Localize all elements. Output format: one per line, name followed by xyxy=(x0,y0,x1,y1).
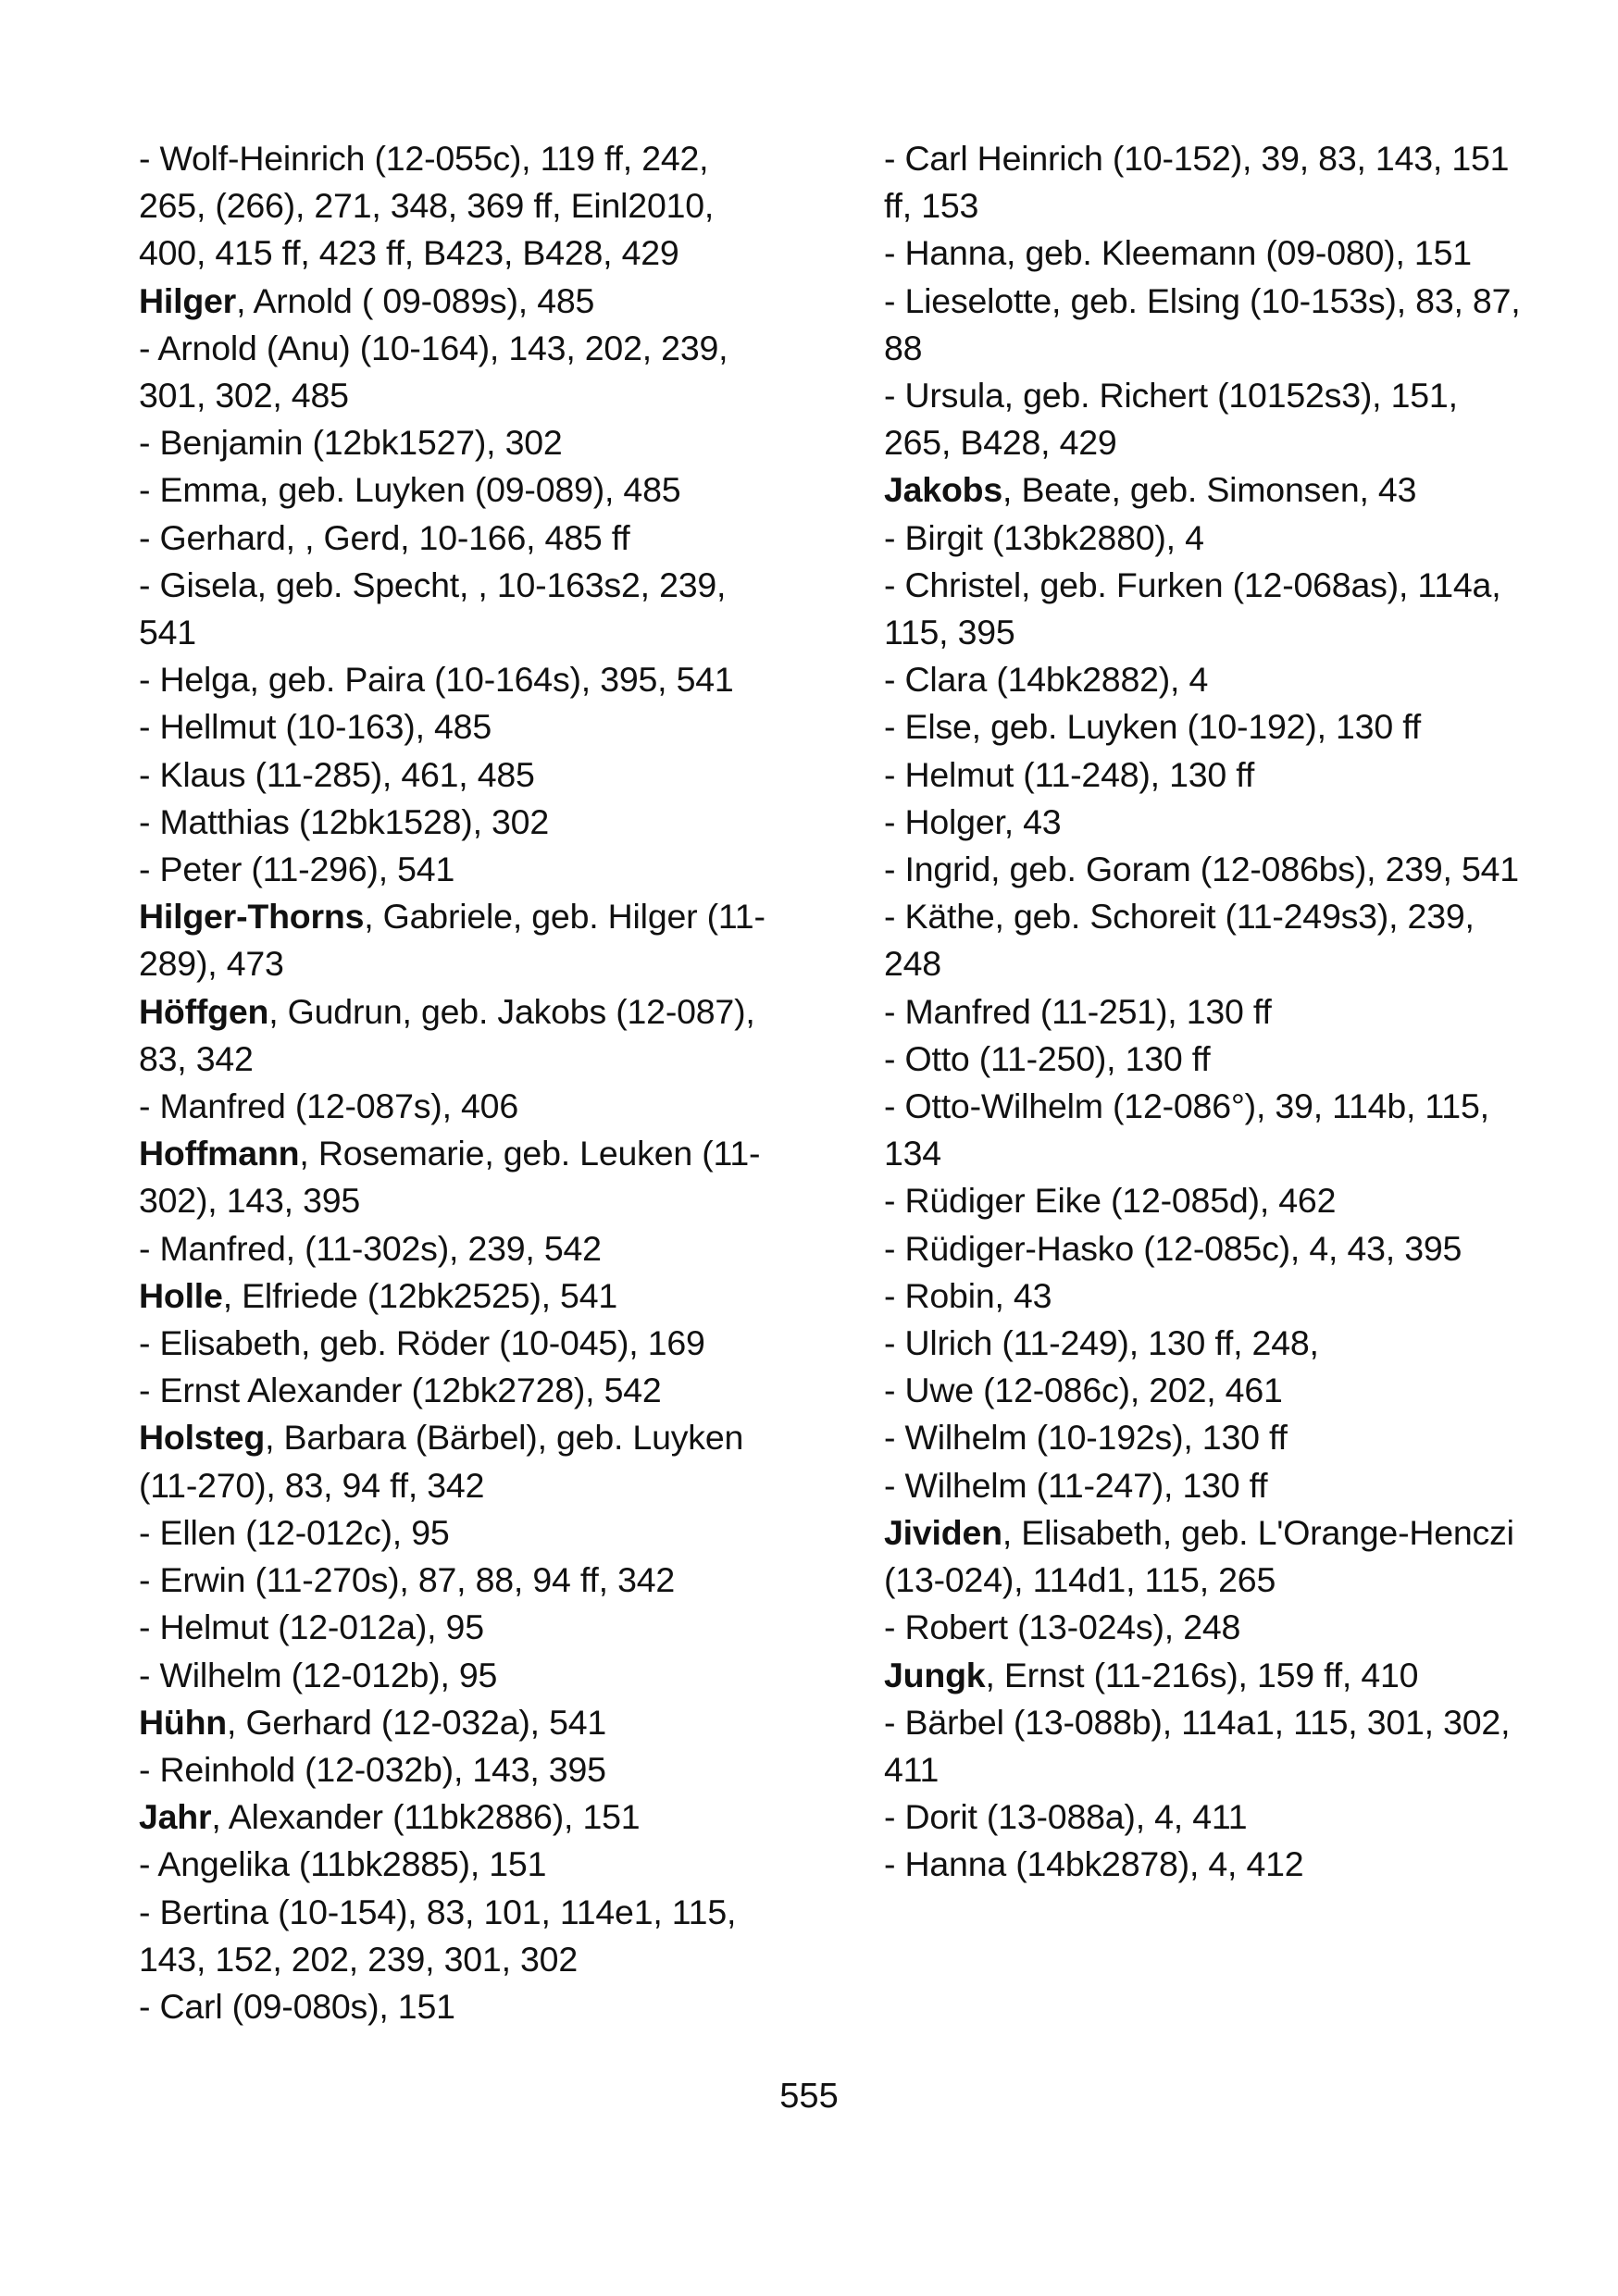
entry-text: - Wilhelm (11-247), 130 ff xyxy=(884,1465,1268,1505)
entry-text: - Robin, 43 xyxy=(884,1275,1052,1315)
index-entry xyxy=(139,466,778,514)
entry-text: - Lieselotte, geb. Elsing (10-153s), 83, 87, 88 xyxy=(884,280,1521,367)
entry-text: - Else, geb. Luyken (10-192), 130 ff xyxy=(884,707,1421,747)
index-entry xyxy=(139,1604,778,1651)
entry-text: - Christel, geb. Furken (12-068as), 114a, 115, 395 xyxy=(884,565,1501,652)
index-entry xyxy=(139,1746,778,1793)
index-entry xyxy=(884,1841,1523,1888)
entry-text: , Beate, geb. Simonsen, 43 xyxy=(1002,470,1417,510)
index-entry xyxy=(139,1793,778,1841)
index-entry xyxy=(139,988,778,1083)
entry-text: - Matthias (12bk1528), 302 xyxy=(139,801,549,841)
index-entry xyxy=(884,1414,1523,1461)
index-entry xyxy=(139,1414,778,1508)
surname: Hilger-Thorns xyxy=(139,897,365,937)
entry-text: - Robert (13-024s), 248 xyxy=(884,1607,1241,1647)
entry-text: - Elisabeth, geb. Röder (10-045), 169 xyxy=(139,1323,705,1363)
entry-text: , Gudrun, geb. Jakobs (12-087), 83, 342 xyxy=(139,991,755,1078)
index-entry xyxy=(139,751,778,799)
index-entry xyxy=(139,656,778,703)
index-entry xyxy=(884,1509,1523,1604)
index-entry xyxy=(884,515,1523,562)
index-entry xyxy=(884,988,1523,1036)
entry-text: - Arnold (Anu) (10-164), 143, 202, 239, 301, 302, 485 xyxy=(139,328,728,416)
index-entry xyxy=(139,278,778,325)
entry-text: - Bertina (10-154), 83, 101, 114e1, 115, 143, 152, 202, 239, 301, 302 xyxy=(139,1892,737,1979)
entry-text: - Ulrich (11-249), 130 ff, 248, xyxy=(884,1323,1319,1363)
entry-text: - Wilhelm (12-012b), 95 xyxy=(139,1655,498,1694)
index-entry xyxy=(884,1320,1523,1367)
index-entry xyxy=(139,1699,778,1746)
index-entry xyxy=(884,1272,1523,1320)
entry-text: , Rosemarie, geb. Leuken (11-302), 143, 395 xyxy=(139,1134,761,1221)
entry-text: , Arnold ( 09-089s), 485 xyxy=(236,280,595,320)
index-entry xyxy=(139,703,778,751)
entry-text: - Hanna, geb. Kleemann (09-080), 151 xyxy=(884,233,1472,273)
entry-text: - Uwe (12-086c), 202, 461 xyxy=(884,1371,1283,1410)
index-entry xyxy=(139,1509,778,1557)
surname: Holle xyxy=(139,1275,223,1315)
entry-text: - Gisela, geb. Specht, , 10-163s2, 239, 541 xyxy=(139,565,727,652)
entry-text: - Käthe, geb. Schoreit (11-249s3), 239, 248 xyxy=(884,897,1475,984)
entry-text: - Birgit (13bk2880), 4 xyxy=(884,517,1204,557)
index-entry xyxy=(884,799,1523,846)
index-entry xyxy=(884,1604,1523,1651)
index-entry xyxy=(884,135,1523,230)
entry-text: - Ellen (12-012c), 95 xyxy=(139,1512,450,1552)
index-entry xyxy=(884,846,1523,893)
entry-text: , Alexander (11bk2886), 151 xyxy=(211,1797,641,1837)
index-entry xyxy=(884,230,1523,277)
surname: Hühn xyxy=(139,1702,228,1742)
entry-text: - Holger, 43 xyxy=(884,801,1062,841)
index-entry xyxy=(884,562,1523,656)
entry-text: - Manfred (12-087s), 406 xyxy=(139,1086,518,1126)
entry-text: - Benjamin (12bk1527), 302 xyxy=(139,423,563,463)
index-column-right xyxy=(884,135,1523,1889)
entry-text: - Carl Heinrich (10-152), 39, 83, 143, 151 ff, 153 xyxy=(884,139,1510,226)
entry-text: , Elisabeth, geb. L'Orange-Henczi (13-024), 114d1, 115, 265 xyxy=(884,1512,1514,1600)
index-entry xyxy=(884,1652,1523,1699)
entry-text: - Dorit (13-088a), 4, 411 xyxy=(884,1797,1248,1837)
entry-text: - Helga, geb. Paira (10-164s), 395, 541 xyxy=(139,660,734,700)
index-entry xyxy=(139,1557,778,1604)
index-entry xyxy=(139,419,778,466)
entry-text: - Bärbel (13-088b), 114a1, 115, 301, 302, 411 xyxy=(884,1702,1511,1789)
entry-text: , Barbara (Bärbel), geb. Luyken (11-270), 83, 94 ff, 342 xyxy=(139,1418,744,1505)
entry-text: - Angelika (11bk2885), 151 xyxy=(139,1844,547,1884)
index-entry xyxy=(884,703,1523,751)
index-entry xyxy=(139,799,778,846)
entry-text: - Ursula, geb. Richert (10152s3), 151, 265, B428, 429 xyxy=(884,376,1458,463)
index-entry xyxy=(884,1699,1523,1793)
surname: Jakobs xyxy=(884,470,1003,510)
entry-text: - Otto-Wilhelm (12-086°), 39, 114b, 115, 134 xyxy=(884,1086,1489,1173)
index-entry xyxy=(139,1320,778,1367)
page-number: 555 xyxy=(779,2077,839,2116)
entry-text: - Clara (14bk2882), 4 xyxy=(884,660,1209,700)
entry-text: - Erwin (11-270s), 87, 88, 94 ff, 342 xyxy=(139,1560,676,1600)
index-column-left xyxy=(139,135,778,2030)
index-entry xyxy=(139,1130,778,1224)
surname: Jungk xyxy=(884,1655,986,1694)
index-entry xyxy=(139,1272,778,1320)
index-entry xyxy=(884,1462,1523,1509)
entry-text: - Ingrid, geb. Goram (12-086bs), 239, 541 xyxy=(884,850,1519,889)
index-entry xyxy=(884,1177,1523,1224)
index-entry xyxy=(884,1793,1523,1841)
index-entry xyxy=(884,751,1523,799)
entry-text: - Peter (11-296), 541 xyxy=(139,850,455,889)
surname: Jividen xyxy=(884,1512,1002,1552)
index-entry xyxy=(139,1652,778,1699)
entry-text: , Gerhard (12-032a), 541 xyxy=(227,1702,607,1742)
index-entry xyxy=(884,466,1523,514)
entry-text: - Gerhard, , Gerd, 10-166, 485 ff xyxy=(139,517,630,557)
entry-text: - Rüdiger Eike (12-085d), 462 xyxy=(884,1181,1337,1221)
index-entry xyxy=(139,1225,778,1272)
index-entry xyxy=(139,1889,778,1983)
index-entry xyxy=(139,1367,778,1414)
index-entry xyxy=(884,1036,1523,1083)
entry-text: - Ernst Alexander (12bk2728), 542 xyxy=(139,1371,662,1410)
entry-text: - Rüdiger-Hasko (12-085c), 4, 43, 395 xyxy=(884,1228,1462,1268)
entry-text: - Helmut (11-248), 130 ff xyxy=(884,754,1255,794)
entry-text: , Gabriele, geb. Hilger (11-289), 473 xyxy=(139,897,765,984)
entry-text: - Manfred (11-251), 130 ff xyxy=(884,991,1272,1031)
entry-text: - Carl (09-080s), 151 xyxy=(139,1986,455,2026)
index-entry xyxy=(139,1083,778,1130)
entry-text: - Otto (11-250), 130 ff xyxy=(884,1038,1211,1078)
entry-text: - Emma, geb. Luyken (09-089), 485 xyxy=(139,470,681,510)
index-entry xyxy=(139,846,778,893)
entry-text: , Ernst (11-216s), 159 ff, 410 xyxy=(985,1655,1419,1694)
entry-text: - Helmut (12-012a), 95 xyxy=(139,1607,484,1647)
entry-text: - Wilhelm (10-192s), 130 ff xyxy=(884,1418,1288,1458)
entry-text: - Klaus (11-285), 461, 485 xyxy=(139,754,535,794)
surname: Hoffmann xyxy=(139,1134,300,1173)
surname: Höffgen xyxy=(139,991,269,1031)
index-entry xyxy=(139,562,778,656)
entry-text: - Hellmut (10-163), 485 xyxy=(139,707,492,747)
surname: Hilger xyxy=(139,280,237,320)
entry-text: - Wolf-Heinrich (12-055c), 119 ff, 242, 265, (266), 271, 348, 369 ff, Einl2010, 400, 415 ff, 423 ff, B423, B428, 429 xyxy=(139,139,715,273)
entry-text: , Elfriede (12bk2525), 541 xyxy=(222,1275,618,1315)
index-entry xyxy=(884,1225,1523,1272)
index-entry xyxy=(139,135,778,278)
entry-text: - Reinhold (12-032b), 143, 395 xyxy=(139,1749,606,1789)
index-entry xyxy=(139,325,778,419)
index-entry xyxy=(884,1083,1523,1177)
index-entry xyxy=(139,1841,778,1888)
surname: Jahr xyxy=(139,1797,212,1837)
entry-text: - Manfred, (11-302s), 239, 542 xyxy=(139,1228,602,1268)
index-entry xyxy=(139,1983,778,2030)
index-entry xyxy=(884,656,1523,703)
surname: Holsteg xyxy=(139,1418,266,1458)
index-entry xyxy=(884,893,1523,987)
index-entry xyxy=(139,515,778,562)
index-entry xyxy=(884,372,1523,466)
index-entry xyxy=(884,1367,1523,1414)
index-entry xyxy=(884,278,1523,372)
index-entry xyxy=(139,893,778,987)
entry-text: - Hanna (14bk2878), 4, 412 xyxy=(884,1844,1304,1884)
